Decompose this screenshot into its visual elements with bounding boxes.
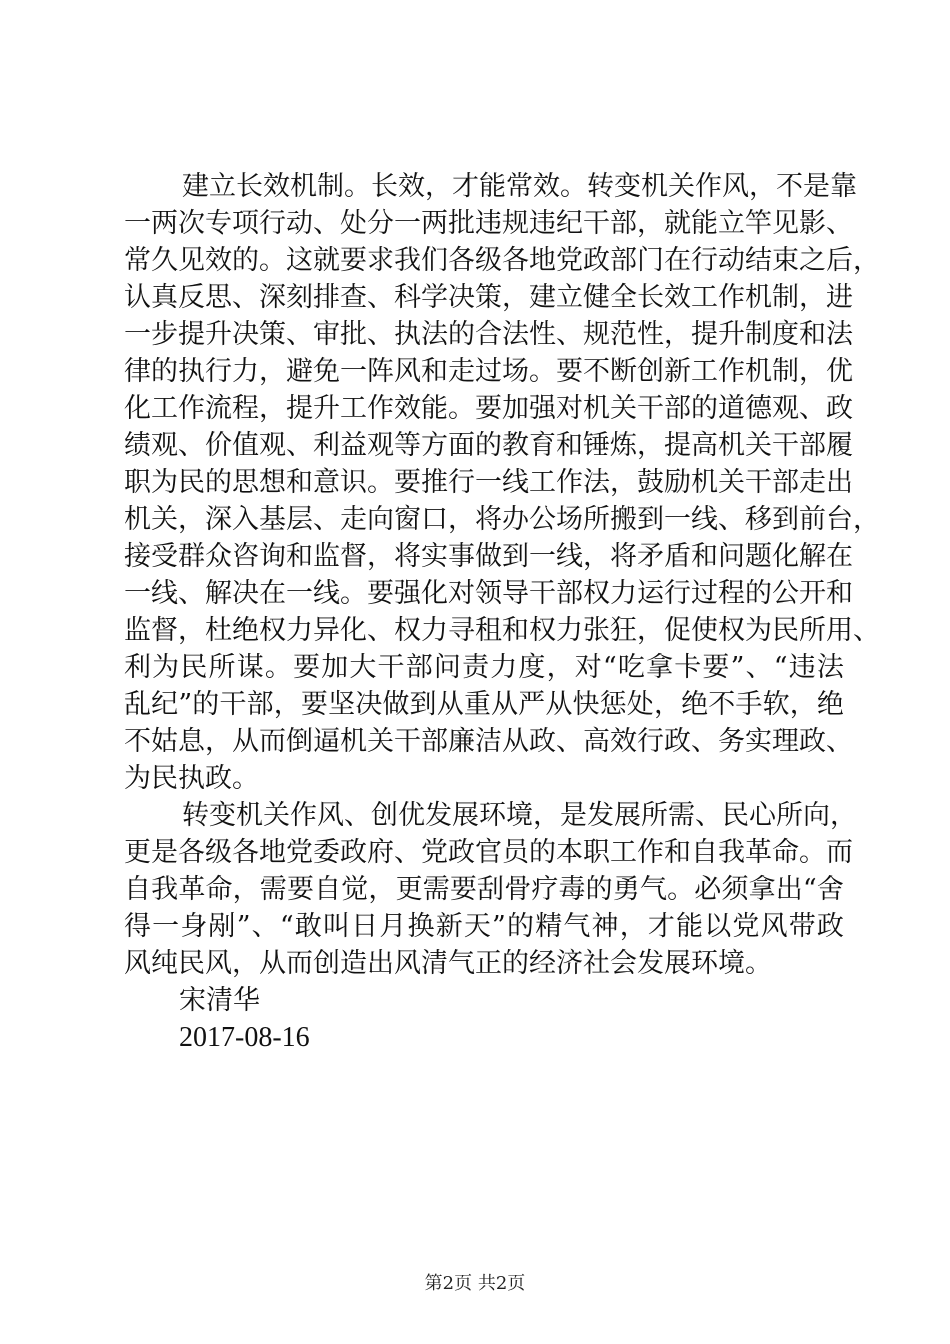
paragraph-2 — [124, 797, 857, 982]
text-line: 转 变 机 关 作 风 、 创 优 发 展 环 境 ， 是 发 展 所 需 、 民 心 所 向 ， — [182, 800, 857, 831]
text-line: 风纯民风，从而创造出风清气正的经济社会发展环境。 — [124, 948, 772, 979]
author-name: 宋清华 — [179, 985, 260, 1016]
article-body — [124, 168, 880, 1056]
text-line: 律 的 执 行 力 ， 避 免 一 阵 风 和 走 过 场 。 要 不 断 创 新 工 作 机 制 ， 优 — [124, 356, 853, 387]
text-line: 一 两 次 专 项 行 动 、 处 分 一 两 批 违 规 违 纪 干 部 ， 就 能 立 竿 见 影 、 — [124, 208, 853, 239]
paragraph-1 — [124, 168, 880, 797]
text-line: 一 步 提 升 决 策 、 审 批 、 执 法 的 合 法 性 、 规 范 性 ， 提 升 制 度 和 法 — [124, 319, 853, 350]
text-line: 认 真 反 思 、 深 刻 排 查 、 科 学 决 策 ， 建 立 健 全 长 效 工 作 机 制 ， 进 — [124, 282, 853, 313]
text-line: 监 督 ， 杜 绝 权 力 异 化 、 权 力 寻 租 和 权 力 张 狂 ， 促 使 权 为 民 所 用 、 — [124, 615, 880, 646]
text-line: 不 姑 息 ， 从 而 倒 逼 机 关 干 部 廉 洁 从 政 、 高 效 行 政 、 务 实 理 政 、 — [124, 726, 853, 757]
text-line: 利 为 民 所 谋 。 要 加 大 干 部 问 责 力 度 ， 对 “ 吃 拿 卡 要 ” 、 “ 违 法 — [124, 652, 844, 683]
text-line: 接 受 群 众 咨 询 和 监 督 ， 将 实 事 做 到 一 线 ， 将 矛 盾 和 问 题 化 解 在 — [124, 541, 853, 572]
text-line: 乱 纪 ” 的 干 部 ， 要 坚 决 做 到 从 重 从 严 从 快 惩 处 ， 绝 不 手 软 ， 绝 — [124, 689, 844, 720]
text-line: 一 线 、 解 决 在 一 线 。 要 强 化 对 领 导 干 部 权 力 运 行 过 程 的 公 开 和 — [124, 578, 853, 609]
text-line: 机 关 ， 深 入 基 层 、 走 向 窗 口 ， 将 办 公 场 所 搬 到 一 线 、 移 到 前 台 ， — [124, 504, 880, 535]
text-line: 化 工 作 流 程 ， 提 升 工 作 效 能 。 要 加 强 对 机 关 干 部 的 道 德 观 、 政 — [124, 393, 853, 424]
text-line: 自 我 革 命 ， 需 要 自 觉 ， 更 需 要 刮 骨 疗 毒 的 勇 气 。 必 须 拿 出 “ 舍 — [124, 874, 844, 905]
text-line: 绩 观 、 价 值 观 、 利 益 观 等 方 面 的 教 育 和 锤 炼 ， 提 高 机 关 干 部 履 — [124, 430, 853, 461]
text-line: 为民执政。 — [124, 763, 259, 794]
page-number-footer: 第2页 共2页 — [424, 1273, 526, 1294]
text-line: 职 为 民 的 思 想 和 意 识 。 要 推 行 一 线 工 作 法 ， 鼓 励 机 关 干 部 走 出 — [124, 467, 853, 498]
text-line: 更 是 各 级 各 地 党 委 政 府 、 党 政 官 员 的 本 职 工 作 和 自 我 革 命 。 而 — [124, 837, 853, 868]
text-line: 建 立 长 效 机 制 。 长 效 ， 才 能 常 效 。 转 变 机 关 作 风 ， 不 是 靠 — [182, 171, 857, 202]
text-line: 常 久 见 效 的 。 这 就 要 求 我 们 各 级 各 地 党 政 部 门 在 行 动 结 束 之 后 ， — [124, 245, 880, 276]
text-line: 得 一 身 剐 ” 、 “ 敢 叫 日 月 换 新 天 ” 的 精 气 神 ， 才 能 以 党 风 带 政 — [124, 911, 844, 942]
document-date: 2017-08-16 — [179, 1022, 310, 1053]
